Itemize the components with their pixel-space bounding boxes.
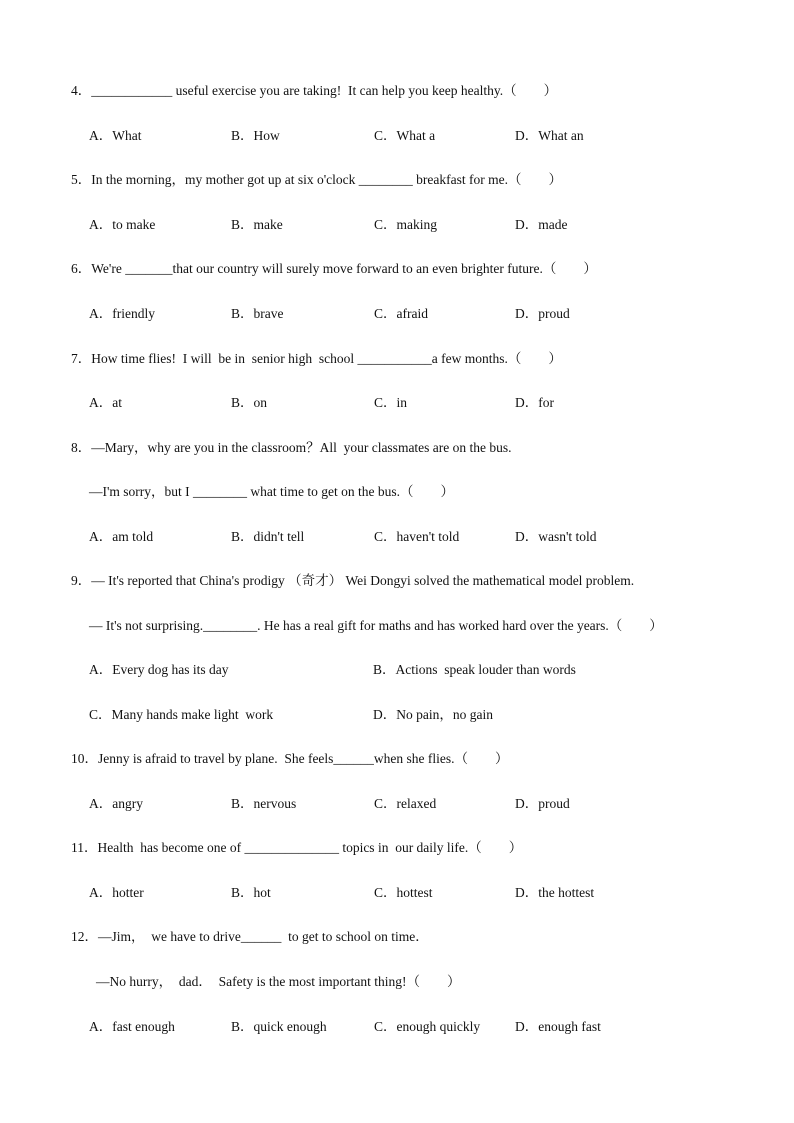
question-12-reply: —No hurry， dad． Safety is the most important thing!（ ） [96,974,461,989]
question-8-option-d[interactable]: D．wasn't told [515,529,597,544]
question-11-option-d[interactable]: D．the hottest [515,885,595,900]
question-12-option-a[interactable]: A．fast enough [89,1019,175,1034]
question-12-option-c[interactable]: C．enough quickly [374,1019,481,1034]
question-4-stem: 4．____________ useful exercise you are taking! It can help you keep healthy.（ ） [71,83,558,98]
question-7-stem: 7．How time flies! I will be in senior high school ___________a few months.（ ） [71,351,562,366]
question-11-option-b[interactable]: B．hot [231,885,271,900]
question-6-option-b[interactable]: B．brave [231,306,284,321]
question-8-reply: —I'm sorry，but I ________ what time to get on the bus.（ ） [89,484,455,499]
question-10-option-d[interactable]: D．proud [515,796,570,811]
question-5-stem: 5．In the morning，my mother got up at six o'clock ________ breakfast for me.（ ） [71,172,562,187]
question-7-option-c[interactable]: C．in [374,395,408,410]
question-9-option-a[interactable]: A．Every dog has its day [89,662,229,677]
question-11-stem: 11．Health has become one of ______________ topics in our daily life.（ ） [71,840,523,855]
question-7-option-a[interactable]: A．at [89,395,122,410]
question-6-option-a[interactable]: A．friendly [89,306,155,321]
question-12-stem: 12．—Jim， we have to drive______ to get to school on time． [71,929,429,944]
question-7-option-b[interactable]: B．on [231,395,268,410]
question-10-option-b[interactable]: B．nervous [231,796,297,811]
question-5-option-b[interactable]: B．make [231,217,283,232]
question-10-option-a[interactable]: A．angry [89,796,143,811]
question-8-option-a[interactable]: A．am told [89,529,154,544]
question-6-option-c[interactable]: C．afraid [374,306,428,321]
question-8-option-c[interactable]: C．haven't told [374,529,460,544]
question-12-option-b[interactable]: B．quick enough [231,1019,327,1034]
question-4-option-b[interactable]: B．How [231,128,280,143]
question-8-option-b[interactable]: B．didn't tell [231,529,305,544]
question-9-option-d[interactable]: D．No pain，no gain [373,707,493,722]
question-11-option-c[interactable]: C．hottest [374,885,433,900]
question-8-stem: 8．—Mary，why are you in the classroom？All your classmates are on the bus. [71,440,512,455]
question-4-option-a[interactable]: A．What [89,128,142,143]
question-9-stem: 9．— It's reported that China's prodigy （奇才） Wei Dongyi solved the mathematical model problem. [71,573,635,588]
question-10-option-c[interactable]: C．relaxed [374,796,437,811]
question-4-option-d[interactable]: D．What an [515,128,584,143]
question-5-option-c[interactable]: C．making [374,217,437,232]
question-4-option-c[interactable]: C．What a [374,128,436,143]
question-6-option-d[interactable]: D．proud [515,306,570,321]
question-11-option-a[interactable]: A．hotter [89,885,144,900]
question-6-stem: 6．We're _______that our country will surely move forward to an even brighter future.（ ） [71,261,597,276]
question-5-option-d[interactable]: D．made [515,217,568,232]
question-7-option-d[interactable]: D．for [515,395,554,410]
question-12-option-d[interactable]: D．enough fast [515,1019,601,1034]
question-10-stem: 10．Jenny is afraid to travel by plane. She feels______when she flies.（ ） [71,751,509,766]
question-9-option-c[interactable]: C．Many hands make light work [89,707,274,722]
question-5-option-a[interactable]: A．to make [89,217,156,232]
question-9-reply: — It's not surprising.________. He has a real gift for maths and has worked hard over the years.（ ） [89,618,663,633]
question-9-option-b[interactable]: B．Actions speak louder than words [373,662,576,677]
